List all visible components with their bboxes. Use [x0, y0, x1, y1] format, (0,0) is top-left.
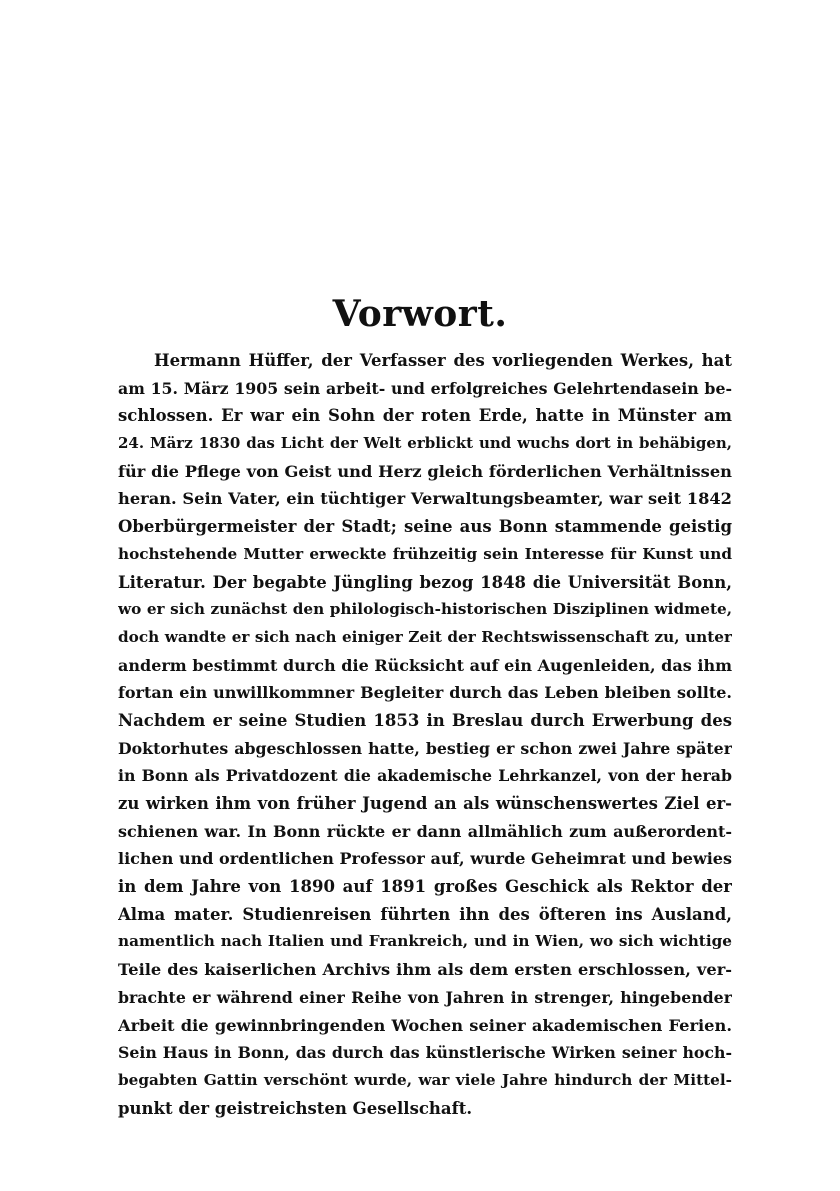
text-line: wo er sich zunächst den philologisch-historischen Disziplinen widmete,	[118, 600, 732, 619]
text-line: zu wirken ihm von früher Jugend an als wünschenswertes Ziel er-	[118, 794, 732, 813]
text-line: hochstehende Mutter erweckte frühzeitig sein Interesse für Kunst und	[118, 544, 732, 563]
text-line: schlossen. Er war ein Sohn der roten Erde, hatte in Münster am	[118, 406, 732, 426]
text-line: anderm bestimmt durch die Rücksicht auf ein Augenleiden, das ihm	[118, 655, 732, 675]
body-paragraph	[118, 347, 732, 1122]
text-line: Hermann Hüffer, der Verfasser des vorliegenden Werkes, hat	[154, 351, 732, 370]
text-line: schienen war. In Bonn rückte er dann allmählich zum außerordent-	[118, 821, 732, 841]
text-line: brachte er während einer Reihe von Jahren in strenger, hingebender	[118, 987, 732, 1007]
text-line: Literatur. Der begabte Jüngling bezog 1848 die Universität Bonn,	[118, 572, 732, 592]
text-line: Teile des kaiserlichen Archivs ihm als dem ersten erschlossen, ver-	[118, 960, 732, 980]
text-line: Nachdem er seine Studien 1853 in Breslau durch Erwerbung des	[118, 710, 732, 730]
text-line: punkt der geistreichsten Gesellschaft.	[118, 1098, 473, 1118]
text-line: namentlich nach Italien und Frankreich, und in Wien, wo sich wichtige	[118, 932, 732, 951]
text-line: Arbeit die gewinnbringenden Wochen seiner akademischen Ferien.	[118, 1015, 732, 1035]
text-line: begabten Gattin verschönt wurde, war viele Jahre hindurch der Mittel-	[118, 1070, 732, 1089]
text-line: heran. Sein Vater, ein tüchtiger Verwaltungsbeamter, war seit 1842	[118, 489, 732, 509]
text-line: Alma mater. Studienreisen führten ihn des öfteren ins Ausland,	[118, 904, 732, 924]
text-line: Sein Haus in Bonn, das durch das künstlerische Wirken seiner hoch-	[118, 1043, 732, 1063]
text-line: für die Pflege von Geist und Herz gleich förderlichen Verhältnissen	[118, 461, 732, 481]
text-line: lichen und ordentlichen Professor auf, wurde Geheimrat und bewies	[118, 849, 732, 869]
text-line: Oberbürgermeister der Stadt; seine aus Bonn stammende geistig	[118, 517, 732, 537]
page-title: Vorwort.	[332, 293, 508, 335]
text-line: 24. März 1830 das Licht der Welt erblickt und wuchs dort in behäbigen,	[118, 434, 732, 453]
text-line: doch wandte er sich nach einiger Zeit der Rechtswissenschaft zu, unter	[118, 627, 732, 646]
text-line: Doktorhutes abgeschlossen hatte, bestieg er schon zwei Jahre später	[118, 738, 732, 758]
text-line: am 15. März 1905 sein arbeit- und erfolgreiches Gelehrtendasein be-	[118, 378, 732, 398]
text-line: in Bonn als Privatdozent die akademische Lehrkanzel, von der herab	[118, 766, 732, 786]
text-line: fortan ein unwillkommner Begleiter durch das Leben bleiben sollte.	[118, 683, 732, 703]
text-line: in dem Jahre von 1890 auf 1891 großes Geschick als Rektor der	[118, 877, 732, 897]
